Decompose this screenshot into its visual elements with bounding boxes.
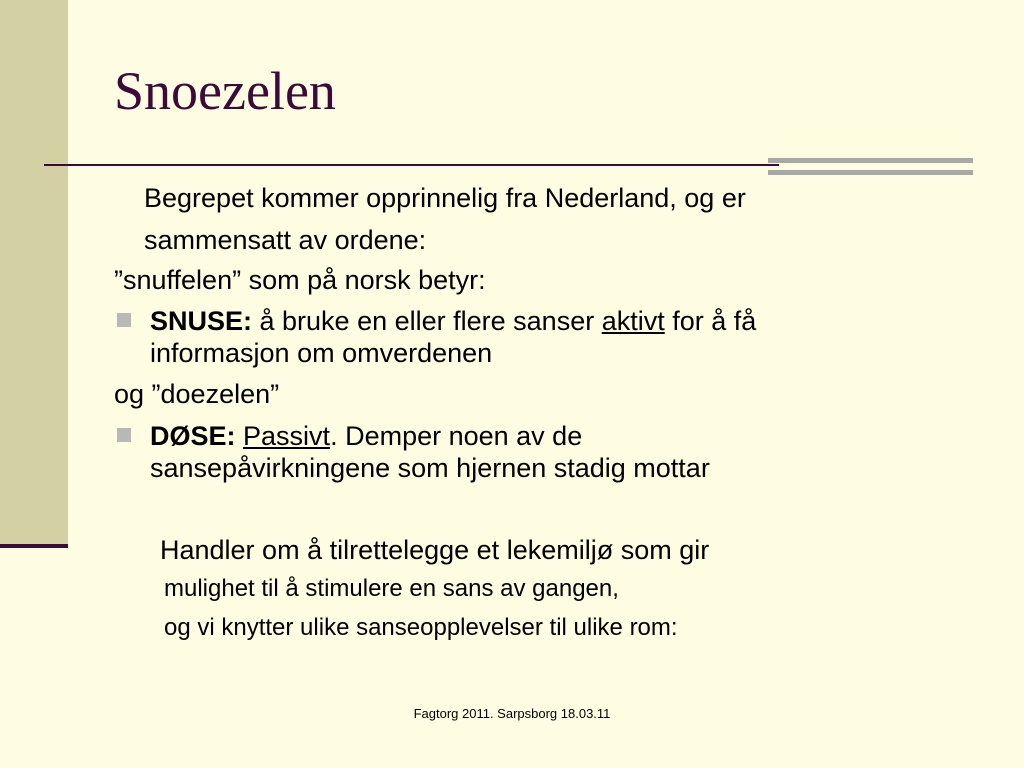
snuffelen-line: ”snuffelen” som på norsk betyr: — [114, 265, 486, 295]
dose-term: DØSE: — [150, 421, 236, 451]
bullet-square-icon — [117, 313, 131, 327]
bullet-dose-line-2: sansepåvirkningene som hjernen stadig mottar — [150, 453, 710, 483]
title-divider — [44, 164, 779, 166]
slide-title: Snoezelen — [114, 61, 336, 121]
dose-underlined-word: Passivt — [243, 421, 331, 451]
bullet-snuse-line-2: informasjon om omverdenen — [150, 338, 493, 368]
decorative-bar-bottom — [768, 170, 973, 175]
intro-line-1: Begrepet kommer opprinnelig fra Nederland, og er — [144, 183, 746, 213]
slide-footer: Fagtorg 2011. Sarpsborg 18.03.11 — [413, 706, 611, 721]
doezelen-line: og ”doezelen” — [114, 379, 280, 409]
closing-line-1: Handler om å tilrettelegge et lekemiljø som gir — [160, 535, 710, 565]
closing-line-3: og vi knytter ulike sanseopplevelser til ulike rom: — [164, 614, 678, 641]
snuse-text-after: for å få — [664, 306, 757, 336]
dose-space — [236, 421, 244, 451]
snuse-term: SNUSE: — [150, 306, 253, 336]
intro-line-2: sammensatt av ordene: — [144, 225, 427, 255]
sidebar-decoration — [0, 0, 68, 548]
snuse-text-before: å bruke en eller flere sanser — [252, 306, 602, 336]
snuse-underlined-word: aktivt — [601, 306, 665, 336]
bullet-snuse-line-1 — [150, 305, 756, 337]
dose-text-after: . Demper noen av de — [330, 421, 583, 451]
sidebar-accent-line — [0, 544, 68, 548]
bullet-square-icon — [117, 428, 131, 442]
closing-line-2: mulighet til å stimulere en sans av gangen, — [164, 575, 619, 602]
bullet-dose-line-1 — [150, 420, 582, 452]
decorative-bar-top — [768, 158, 973, 163]
